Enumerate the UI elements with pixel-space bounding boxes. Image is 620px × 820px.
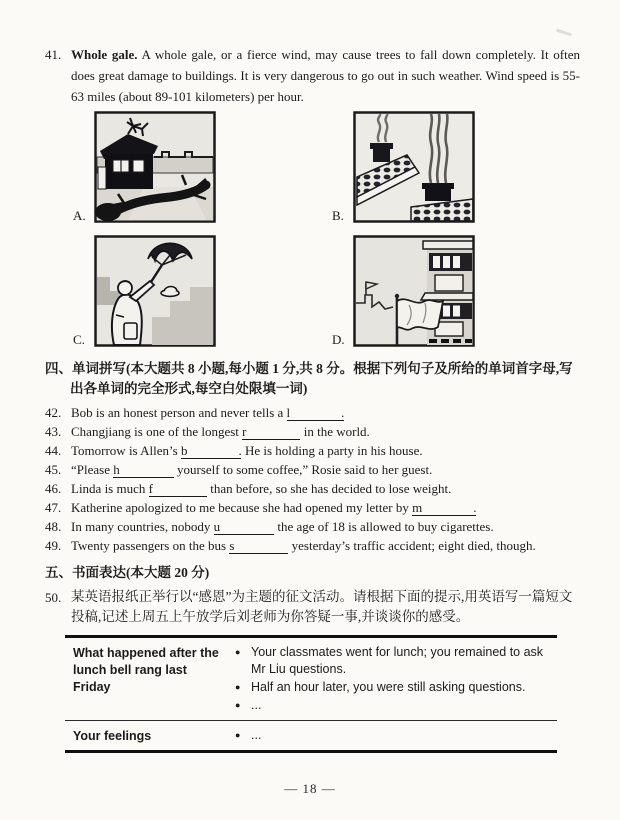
bullet-text: ...	[251, 728, 262, 742]
row-label-events: What happened after the lunch bell rang last Friday	[73, 646, 219, 694]
question-49	[45, 536, 580, 555]
bullet-text: Your classmates went for lunch; you remained to ask Mr Liu questions.	[251, 645, 544, 676]
page-number: — 18 —	[284, 781, 336, 796]
question-41-text	[71, 44, 580, 107]
question-45	[45, 460, 580, 479]
bullet-item	[233, 697, 553, 714]
scan-smudge	[556, 29, 572, 37]
bullet-icon: ●	[235, 730, 241, 740]
bullet-icon: ●	[235, 647, 241, 657]
question-47-prefix: Katherine apologized to me because she had opened my letter by	[71, 500, 409, 515]
bullet-icon: ●	[235, 682, 241, 692]
figure-grid	[45, 111, 580, 347]
question-41-keyword: Whole gale.	[71, 47, 138, 62]
figure-a-fallen-tree-house-illustration	[94, 111, 216, 223]
question-44-suffix: . He is holding a party in his house.	[238, 443, 423, 458]
question-45-prefix: “Please	[71, 462, 110, 477]
figure-row-2	[45, 235, 580, 347]
table-row-events	[65, 638, 557, 720]
bullet-text: ...	[251, 698, 262, 712]
row-feelings-bullets	[233, 727, 557, 745]
figure-cell-b	[332, 111, 475, 223]
figure-a-label: A.	[73, 208, 86, 223]
question-43	[45, 422, 580, 441]
question-47-number: 47.	[45, 500, 62, 515]
blank-underline: s	[229, 538, 288, 554]
question-50-number: 50.	[45, 590, 62, 605]
figure-b-label: B.	[332, 208, 344, 223]
question-48-number: 48.	[45, 519, 62, 534]
blank-underline: l	[287, 405, 345, 421]
blank-underline: b	[181, 443, 242, 459]
figure-d-label: D.	[332, 332, 345, 347]
bullet-item	[233, 727, 553, 744]
figure-c-label: C.	[73, 332, 85, 347]
section-heading-word-spelling: 四、单词拼写(本大题共 8 小题,每小题 1 分,共 8 分。根据下列句子及所给的单词首字母,写出各单词的完全形式,每空白处限填一词)	[45, 361, 573, 396]
question-42-number: 42.	[45, 405, 62, 420]
bullet-text: Half an hour later, you were still asking questions.	[251, 680, 526, 694]
question-43-number: 43.	[45, 424, 62, 439]
fallen-tree-drawing	[94, 111, 216, 223]
figure-cell-d	[332, 235, 475, 347]
question-50	[45, 587, 580, 627]
question-49-prefix: Twenty passengers on the bus	[71, 538, 227, 553]
question-42-suffix: .	[341, 405, 345, 420]
question-48	[45, 517, 580, 536]
figure-row-1	[45, 111, 580, 223]
figure-b-chimney-smoke-illustration	[353, 111, 475, 223]
figure-cell-a	[73, 111, 216, 223]
inside-out-umbrella-drawing	[94, 235, 216, 347]
question-50-text: 某英语报纸正举行以“感恩”为主题的征文活动。请根据下面的提示,用英语写一篇短文投稿,记述上周五上午放学后刘老师为你答疑一事,并谈谈你的感受。	[71, 589, 573, 624]
question-46-number: 46.	[45, 481, 62, 496]
chimney-smoke-drawing	[353, 111, 475, 223]
blank-underline: r	[242, 424, 300, 440]
question-44-number: 44.	[45, 443, 62, 458]
figure-d-flag-illustration	[353, 235, 475, 347]
section-heading-writing: 五、书面表达(本大题 20 分)	[45, 565, 210, 580]
question-49-number: 49.	[45, 538, 62, 553]
table-row-feelings	[65, 720, 557, 750]
blank-underline: u	[214, 519, 275, 535]
question-45-suffix: yourself to some coffee,” Rosie said to her guest.	[176, 462, 433, 477]
question-48-suffix: the age of 18 is allowed to buy cigarettes.	[277, 519, 494, 534]
figure-cell-c	[73, 235, 216, 347]
spelling-question-list	[45, 403, 580, 555]
bullet-item	[233, 644, 553, 678]
blank-underline: h	[113, 462, 174, 478]
blank-underline: f	[149, 481, 207, 497]
question-46	[45, 479, 580, 498]
question-44-prefix: Tomorrow is Allen’s	[71, 443, 178, 458]
question-41	[45, 44, 580, 107]
question-41-body: A whole gale, or a fierce wind, may cause trees to fall down completely. It often does great damage to buildings. It is very dangerous to go out in such weather. Wind speed is 55-63 miles (about 89-101 kilometers) per hour.	[71, 47, 580, 104]
question-42	[45, 403, 580, 422]
bullet-item	[233, 679, 553, 696]
question-42-prefix: Bob is an honest person and never tells a	[71, 405, 284, 420]
figure-c-umbrella-wind-illustration	[94, 235, 216, 347]
question-47-suffix: .	[473, 500, 477, 515]
question-43-suffix: in the world.	[303, 424, 370, 439]
row-label-feelings: Your feelings	[73, 729, 152, 743]
question-46-suffix: than before, so she has decided to lose weight.	[210, 481, 452, 496]
question-47	[45, 498, 580, 517]
bullet-icon: ●	[235, 700, 241, 710]
question-49-suffix: yesterday’s traffic accident; eight died, though.	[291, 538, 536, 553]
question-46-prefix: Linda is much	[71, 481, 146, 496]
waving-flag-drawing	[353, 235, 475, 347]
question-43-prefix: Changjiang is one of the longest	[71, 424, 239, 439]
question-48-prefix: In many countries, nobody	[71, 519, 211, 534]
prompt-table	[65, 635, 557, 753]
row-events-bullets	[233, 644, 557, 715]
question-41-number: 41.	[45, 47, 62, 62]
blank-underline: m	[412, 500, 476, 516]
question-44	[45, 441, 580, 460]
question-45-number: 45.	[45, 462, 62, 477]
